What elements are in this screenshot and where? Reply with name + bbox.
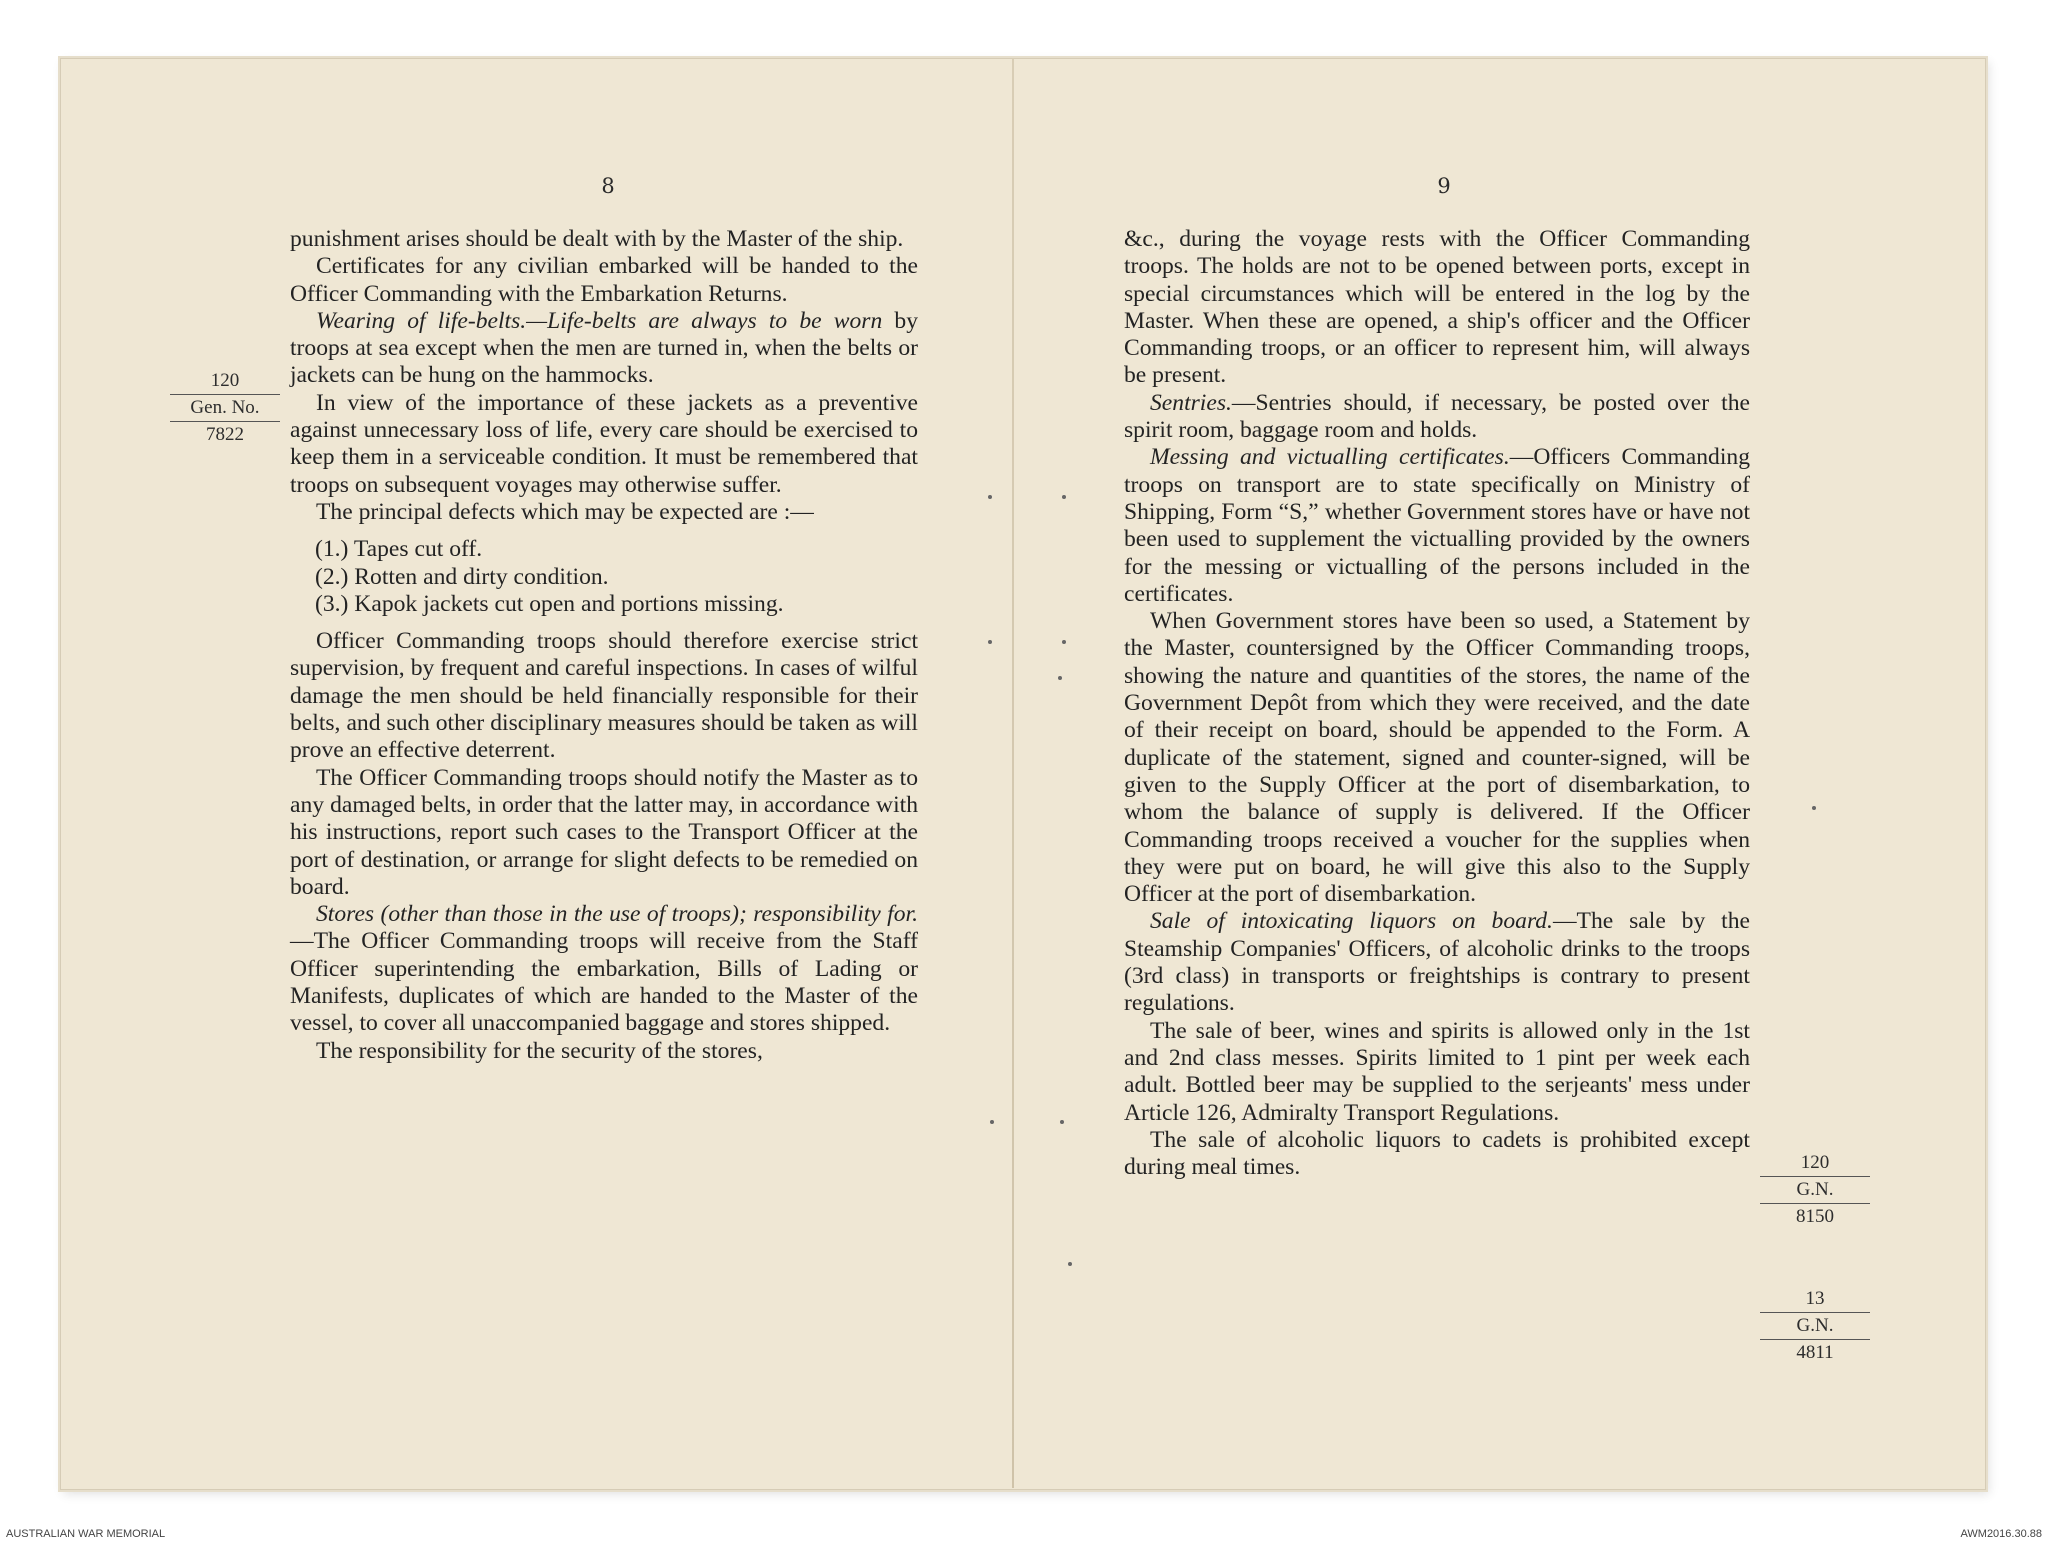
paragraph: The sale of beer, wines and spirits is allowed only in the 1st and 2nd class messes. Spirits limited to 1 pint per week each adult. Bottled beer may be supplied to the serjeants' mess under Article 126, Admiralty Transport Regulations. [1124, 1017, 1750, 1126]
section-heading: Stores (other than those in the use of troops); responsibility for. [316, 901, 918, 928]
section-heading: Messing and victualling certificates. [1150, 444, 1510, 471]
section-heading: Wearing of life-belts.—Life-belts are always to be worn [316, 307, 883, 334]
footer-credit: AUSTRALIAN WAR MEMORIAL [6, 1528, 166, 1540]
defects-list [290, 536, 918, 618]
margin-ref-number: 13 [1805, 1288, 1825, 1309]
paragraph-stores [290, 901, 918, 1037]
margin-ref-number: 120 [210, 370, 240, 391]
staple-mark [988, 640, 992, 644]
paragraph: In view of the importance of these jackets as a preventive against unnecessary loss of life, every care should be exercised to keep them in a serviceable condition. It must be remembered that troops on subsequent voyages may otherwise suffer. [290, 389, 918, 498]
staple-mark [1812, 806, 1816, 810]
paragraph-life-belts [290, 308, 918, 390]
list-item: (3.) Kapok jackets cut open and portions missing. [315, 590, 784, 617]
center-fold [1012, 58, 1014, 1488]
paragraph-text: —The Officer Commanding troops will receive from the Staff Officer superintending the embarkation, Bills of Lading or Manifests, duplicates of which are handed to the Master of the vessel, to cover all unaccompanied baggage and stores shipped. [290, 928, 918, 1037]
left-page-text [290, 226, 918, 1065]
staple-mark [1068, 1262, 1072, 1266]
margin-reference-right-2 [1760, 1286, 1870, 1366]
paragraph: Certificates for any civilian embarked will be handed to the Officer Commanding with the Embarkation Returns. [290, 253, 918, 307]
margin-ref-code: 4811 [1796, 1342, 1834, 1363]
paragraph-text: —Sentries should, if necessary, be posted over the spirit room, baggage room and holds. [1124, 389, 1750, 444]
footer-accession-number: AWM2016.30.88 [1960, 1528, 2042, 1540]
section-heading: Sentries. [1150, 389, 1232, 416]
paragraph-text: —Officers Commanding troops on transport are to state specifically on Ministry of Shipping, Form “S,” whether Government stores have or have not been used to supplement the victualling provided by the owners for the messing or victualling of the persons included in the certificates. [1124, 444, 1750, 607]
paragraph: The principal defects which may be expected are :— [316, 498, 814, 525]
paragraph: Officer Commanding troops should therefore exercise strict supervision, by frequent and careful inspections. In cases of wilful damage the men should be held financially responsible for their belts, and such other disciplinary measures should be taken as will prove an effective deterrent. [290, 628, 918, 764]
paragraph: The Officer Commanding troops should notify the Master as to any damaged belts, in order that the latter may, in accordance with his instructions, report such cases to the Transport Officer at the port of destination, or arrange for slight defects to be remedied on board. [290, 764, 918, 900]
paragraph-messing [1124, 444, 1750, 608]
staple-mark [990, 1120, 994, 1124]
staple-mark [1058, 676, 1062, 680]
staple-mark [988, 495, 992, 499]
page-number-left: 8 [601, 174, 615, 198]
paragraph: &c., during the voyage rests with the Officer Commanding troops. The holds are not to be opened between ports, except in special circumstances which will be entered in the log by the Master. When these are opened, a ship's officer and the Officer Commanding troops, or an officer to represent him, will always be present. [1124, 226, 1750, 389]
staple-mark [1062, 495, 1066, 499]
staple-mark [1060, 1120, 1064, 1124]
paragraph-liquors [1124, 908, 1750, 1017]
margin-ref-code: 7822 [206, 424, 244, 445]
section-heading: Sale of intoxicating liquors on board. [1150, 908, 1553, 935]
page-number-right: 9 [1437, 174, 1451, 198]
list-item: (2.) Rotten and dirty condition. [315, 563, 609, 590]
paragraph: punishment arises should be dealt with by the Master of the ship. [290, 226, 904, 252]
paragraph-sentries [1124, 390, 1750, 445]
margin-ref-code: 8150 [1796, 1206, 1834, 1227]
margin-ref-label: G.N. [1796, 1179, 1834, 1200]
staple-mark [1062, 640, 1066, 644]
paragraph-text: —The sale by the Steamship Companies' Officers, of alcoholic drinks to the troops (3rd class) in transports or freightships is contrary to present regulations. [1124, 908, 1750, 1017]
paragraph: When Government stores have been so used, a Statement by the Master, countersigned by the Officer Commanding troops, showing the nature and quantities of the stores, the name of the Government Depôt from which they were received, and the date of their receipt on board, should be appended to the Form. A duplicate of the statement, signed and counter-signed, will be given to the Supply Officer at the port of disembarkation, to whom the balance of supply is delivered. If the Officer Commanding troops received a voucher for the supplies when they were put on board, he will give this also to the Supply Officer at the port of disembarkation. [1124, 608, 1750, 908]
paragraph: The sale of alcoholic liquors to cadets is prohibited except during meal times. [1124, 1126, 1750, 1181]
margin-ref-label: Gen. No. [190, 397, 260, 418]
margin-ref-label: G.N. [1796, 1315, 1834, 1336]
margin-reference-left [170, 368, 280, 448]
list-item: (1.) Tapes cut off. [315, 536, 483, 563]
margin-ref-number: 120 [1800, 1152, 1830, 1173]
paragraph-text: by troops at sea except when the men are turned in, when the belts or jackets can be hung on the hammocks. [290, 307, 919, 389]
margin-reference-right-1 [1760, 1150, 1870, 1230]
paragraph: The responsibility for the security of the stores, [316, 1037, 763, 1064]
right-page-text [1124, 226, 1750, 1181]
